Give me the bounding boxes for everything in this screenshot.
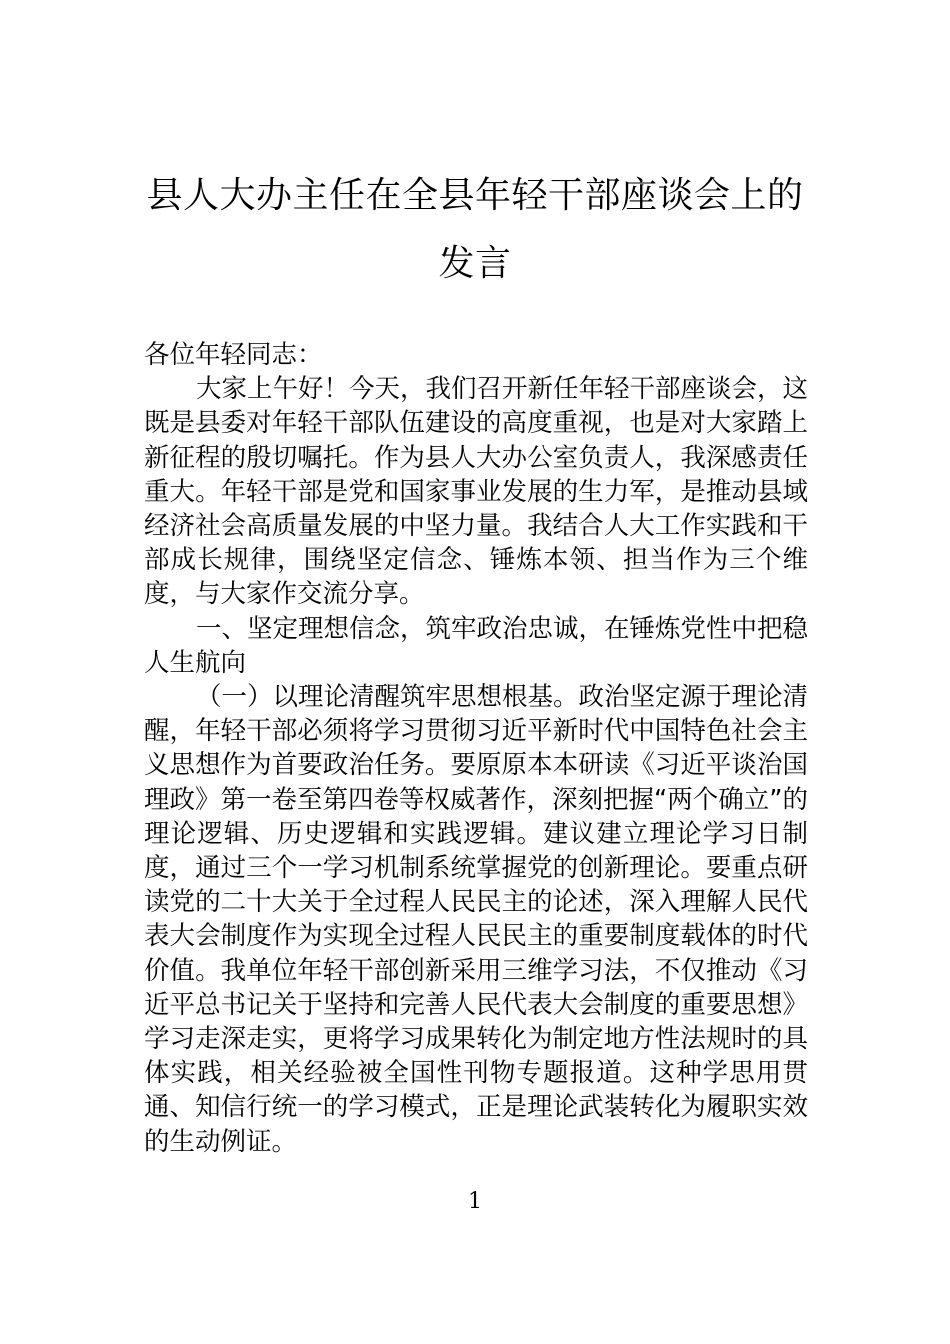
page-number: 1 xyxy=(468,1189,482,1214)
document-body xyxy=(144,338,808,1159)
salutation: 各位年轻同志： xyxy=(144,340,323,370)
section-heading-1: 一、坚定理想信念，筑牢政治忠诚，在锤炼党性中把稳人生航向 xyxy=(144,613,809,678)
paragraph-subsection-1: （一）以理论清醒筑牢思想根基。政治坚定源于理论清醒，年轻干部必须将学习贯彻习近平新时代中国特色社会主义思想作为首要政治任务。要原原本本研读《习近平谈治国理政》第一卷至第四卷等权威著作，深刻把握“两个确立”的理论逻辑、历史逻辑和实践逻辑。建议建立理论学习日制度，通过三个一学习机制系统掌握党的创新理论。要重点研读党的二十大关于全过程人民民主的论述，深入理解人民代表大会制度作为实现全过程人民民主的重要制度载体的时代价值。我单位年轻干部创新采用三维学习法，不仅推动《习近平总书记关于坚持和完善人民代表大会制度的重要思想》学习走深走实，更将学习成果转化为制定地方性法规时的具体实践，相关经验被全国性刊物专题报道。这种学思用贯通、知信行统一的学习模式，正是理论武装转化为履职实效的生动例证。 xyxy=(144,682,809,1157)
document-title-line-2: 发言 xyxy=(438,243,512,284)
document-title-line-1: 县人大办主任在全县年轻干部座谈会上的 xyxy=(146,175,804,216)
paragraph-opening: 大家上午好！今天，我们召开新任年轻干部座谈会，这既是县委对年轻干部队伍建设的高度重视，也是对大家踏上新征程的殷切嘱托。作为县人大办公室负责人，我深感责任重大。年轻干部是党和国家事业发展的生力军，是推动县域经济社会高质量发展的中坚力量。我结合人大工作实践和干部成长规律，围绕坚定信念、锤炼本领、担当作为三个维度，与大家作交流分享。 xyxy=(144,374,809,610)
